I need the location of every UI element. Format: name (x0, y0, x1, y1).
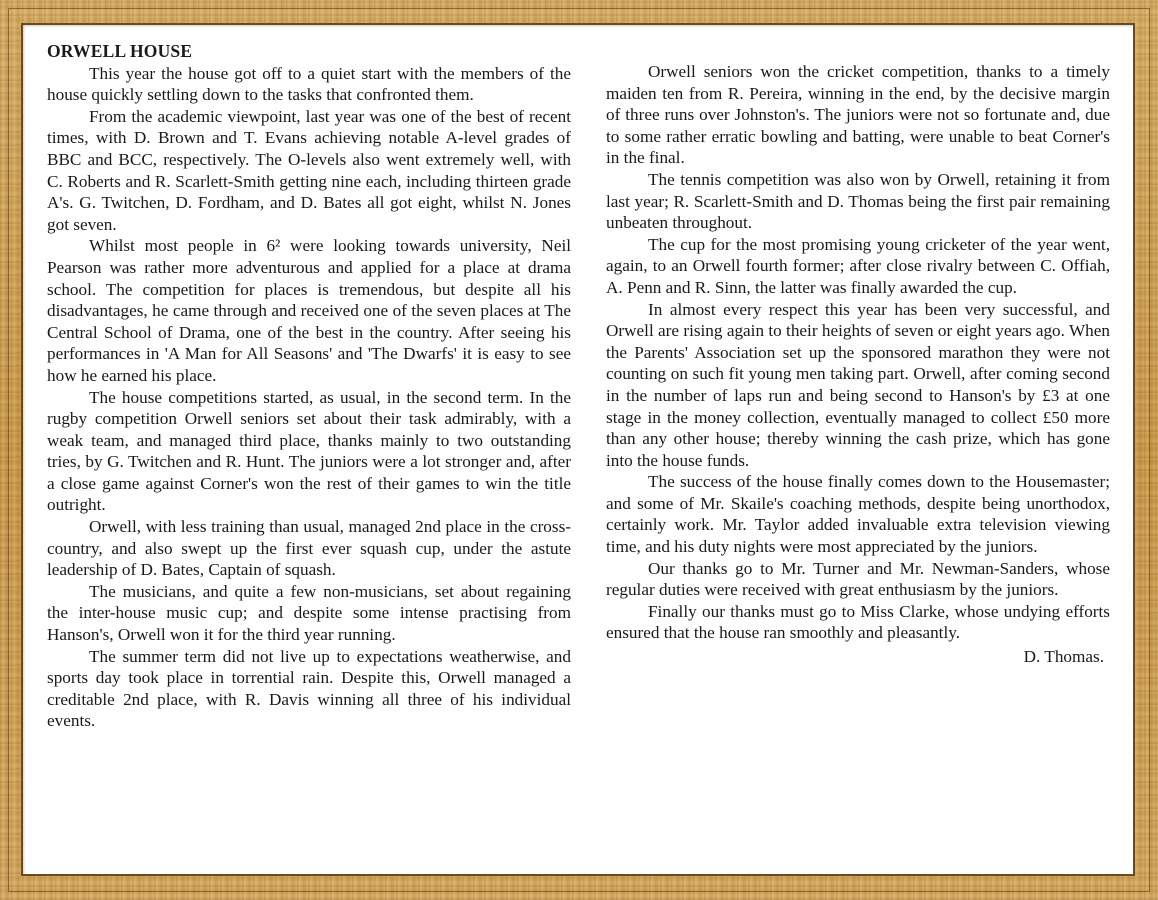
paragraph-cricketer-cup: The cup for the most promising young cricketer of the year went, again, to an Orwell fourth former; after close rivalry between C. Offiah, A. Penn and R. Sinn, the latter was finally awarded the cup. (606, 234, 1110, 297)
paragraph-intro: This year the house got off to a quiet start with the members of the house quickly settling down to the tasks that confronted them. (47, 63, 571, 105)
paragraph-cross-country: Orwell, with less training than usual, managed 2nd place in the cross-country, and also swept up the first ever squash cup, under the astute leadership of D. Bates, Captain of squash. (47, 517, 571, 580)
paragraph-cricket: Orwell seniors won the cricket competition, thanks to a timely maiden ten from R. Pereira, winning in the end, by the decisive margin of three runs over Johnston's. The juniors were not so fortunate and, due to some rather erratic bowling and batting, were unable to beat Corner's in the final. (606, 62, 1110, 168)
paragraph-tennis: The tennis competition was also won by Orwell, retaining it from last year; R. Scarlett-Smith and D. Thomas being the first pair remaining unbeaten throughout. (606, 169, 1110, 233)
paragraph-marathon: In almost every respect this year has been very successful, and Orwell are rising again to their heights of seven or eight years ago. When the Parents' Association set up the sponsored marathon they were not counting on such fit young men taking part. Orwell, after coming second in the number of laps run and being second to Hanson's by £3 at one stage in the money collection, eventually managed to collect £50 more than any other house; thereby winning the cash prize, which has gone into the house funds. (606, 299, 1110, 470)
paragraph-housemaster: The success of the house finally comes down to the Housemaster; and some of Mr. Skaile's coaching methods, despite being unorthodox, certainly work. Mr. Taylor added invaluable extra television viewing time, and his duty nights were most appreciated by the juniors. (606, 472, 1110, 557)
paragraph-rugby: The house competitions started, as usual, in the second term. In the rugby competition Orwell seniors set about their task admirably, with a weak team, and managed third place, thanks mainly to two outstanding tries, by G. Twitchen and R. Hunt. The juniors were a lot stronger and, after a close game against Corner's won the rest of their games to win the title outright. (47, 387, 571, 515)
right-column (606, 61, 1110, 668)
author-signature: D. Thomas. (1023, 647, 1104, 667)
article-title: ORWELL HOUSE (47, 41, 193, 61)
paragraph-thanks-tutors: Our thanks go to Mr. Turner and Mr. Newman-Sanders, whose regular duties were received with great enthusiasm by the juniors. (606, 558, 1110, 600)
paragraph-academic: From the academic viewpoint, last year was one of the best of recent times, with D. Brown and T. Evans achieving notable A-level grades of BBC and BCC, respectively. The O-levels also went extremely well, with C. Roberts and R. Scarlett-Smith getting nine each, including thirteen grade A's. G. Twitchen, D. Fordham, and D. Bates all got eight, whilst N. Jones got seven. (47, 106, 571, 234)
paragraph-music: The musicians, and quite a few non-musicians, set about regaining the inter-house music cup; and despite some intense practising from Hanson's, Orwell won it for the third year running. (47, 581, 571, 645)
paragraph-thanks-matron: Finally our thanks must go to Miss Clarke, whose undying efforts ensured that the house ran smoothly and pleasantly. (606, 601, 1110, 643)
paragraph-sports-day: The summer term did not live up to expectations weatherwise, and sports day took place in torrential rain. Despite this, Orwell managed a creditable 2nd place, with R. Davis winning all three of his individual events. (47, 646, 571, 731)
paragraph-drama: Whilst most people in 6² were looking towards university, Neil Pearson was rather more adventurous and applied for a place at drama school. The competition for places is tremendous, but despite all his disadvantages, he came through and received one of the seven places at The Central School of Drama, one of the best in the country. After seeing his performances in 'A Man for All Seasons' and 'The Dwarfs' it is easy to see how he earned his place. (47, 236, 571, 385)
newsletter-page (21, 23, 1135, 876)
left-column (47, 41, 571, 732)
